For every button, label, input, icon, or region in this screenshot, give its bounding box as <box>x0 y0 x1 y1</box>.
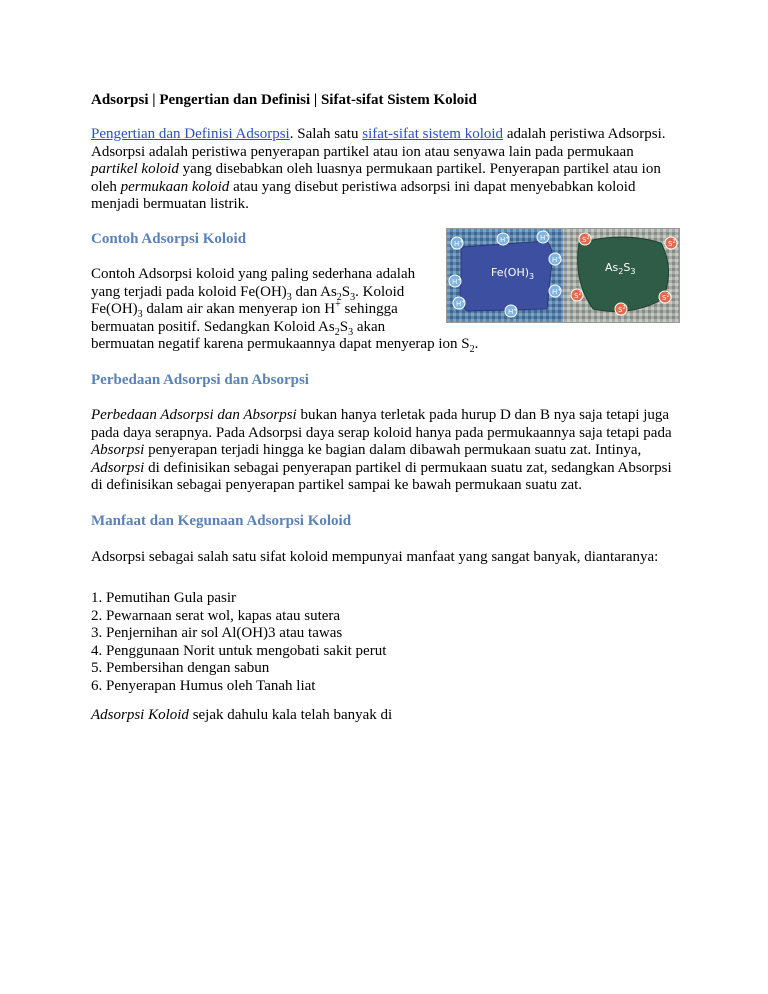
manfaat-list <box>91 590 386 696</box>
link-pengertian-adsorpsi[interactable]: Pengertian dan Definisi Adsorpsi <box>91 126 290 142</box>
contoh-paragraph: Contoh Adsorpsi koloid yang paling sederhana adalah yang terjadi pada koloid $Fe(OH)_3$ dan $As_2S_3$. Koloid $Fe(OH)_3$ dalam air akan menyerap ion H+ sehingga bermuatan positif. Sedangkan Koloid $As_2S_3$ akan bermuatan negatif karena permukaannya dapat menyerap ion $S_2$. <box>91 266 479 356</box>
s-ion-icon <box>579 233 592 245</box>
svg-text:S2-: $S^{2-}$ <box>582 235 592 244</box>
svg-text:H+: H+ <box>508 307 518 316</box>
list-item: 2. Pewarnaan serat wol, kapas atau sutera <box>91 607 341 624</box>
list-item: 1. Pemutihan Gula pasir <box>91 590 236 606</box>
svg-text:H+: H+ <box>452 277 462 286</box>
h-ion-icon <box>549 285 561 297</box>
heading-manfaat: Manfaat dan Kegunaan Adsorpsi Koloid <box>91 513 352 529</box>
link-sifat-sistem-koloid[interactable]: sifat-sifat sistem koloid <box>362 126 504 142</box>
h-ion-icon <box>537 231 549 243</box>
intro-paragraph: Pengertian dan Definisi Adsorpsi. Salah satu sifat-sifat sistem koloid adalah peristiwa Adsorpsi. Adsorpsi adalah peristiwa penyerapan partikel atau ion atau senyawa lain pada permukaan partikel koloid yang disebabkan oleh luasnya permukaan partikel. Penyerapan partikel atau ion oleh permukaan koloid atau yang disebut peristiwa adsorpsi ini dapat menyebabkan koloid menjadi bermuatan listrik. <box>91 126 666 213</box>
svg-text:H+: H+ <box>456 299 466 308</box>
h-ion-icon <box>453 297 465 309</box>
h-ion-icon <box>451 237 463 249</box>
svg-text:H+: H+ <box>454 239 464 248</box>
svg-text:H+: H+ <box>552 255 562 264</box>
fe-oh3-label: $Fe(OH)_3$ <box>491 266 535 281</box>
svg-text:S2-: $S^{2-}$ <box>618 305 628 314</box>
svg-text:S2-: $S^{2-}$ <box>662 293 672 302</box>
svg-text:H+: H+ <box>540 233 550 242</box>
list-item: 6. Penyerapan Humus oleh Tanah liat <box>91 677 316 694</box>
s-ion-icon <box>571 289 584 301</box>
heading-contoh-adsorpsi: Contoh Adsorpsi Koloid <box>91 231 247 247</box>
manfaat-intro: Adsorpsi sebagai salah satu sifat koloid mempunyai manfaat yang sangat banyak, diantaranya: <box>91 549 659 565</box>
list-item: 5. Pembersihan dengan sabun <box>91 660 270 677</box>
closing-paragraph: Adsorpsi Koloid sejak dahulu kala telah banyak di <box>91 707 393 723</box>
colloid-adsorption-illustration <box>446 228 680 323</box>
svg-text:H+: H+ <box>552 287 562 296</box>
s-ion-icon <box>665 237 678 249</box>
as2s3-label: $As_2S_3$ <box>605 261 636 276</box>
h-ion-icon <box>449 275 461 287</box>
h-ion-icon <box>497 233 509 245</box>
heading-perbedaan: Perbedaan Adsorpsi dan Absorpsi <box>91 372 309 388</box>
list-item: 4. Penggunaan Norit untuk mengobati sakit perut <box>91 642 387 659</box>
document-title: Adsorpsi | Pengertian dan Definisi | Sifat-sifat Sistem Koloid <box>91 92 477 108</box>
svg-text:S2-: $S^{2-}$ <box>574 291 584 300</box>
svg-text:S2-: $S^{2-}$ <box>668 239 678 248</box>
h-ion-icon <box>505 305 517 317</box>
h-ion-icon <box>549 253 561 265</box>
list-item: 3. Penjernihan air sol Al(OH)3 atau tawas <box>91 625 343 642</box>
svg-text:H+: H+ <box>500 235 510 244</box>
s-ion-icon <box>659 291 672 303</box>
perbedaan-paragraph: Perbedaan Adsorpsi dan Absorpsi bukan hanya terletak pada hurup D dan B nya saja tetapi juga pada daya serapnya. Pada Adsorpsi daya serap koloid hanya pada permukaannya saja tetapi pada Absorpsi penyerapan terjadi hingga ke bagian dalam dibawah permukaan suatu zat. Intinya, Adsorpsi di definisikan sebagai penyerapan partikel di permukaan suatu zat, sedangkan Absorpsi di definisikan sebagai penyerapan partikel sampai ke bawah permukaan suatu zat. <box>91 407 672 494</box>
s-ion-icon <box>615 303 628 315</box>
